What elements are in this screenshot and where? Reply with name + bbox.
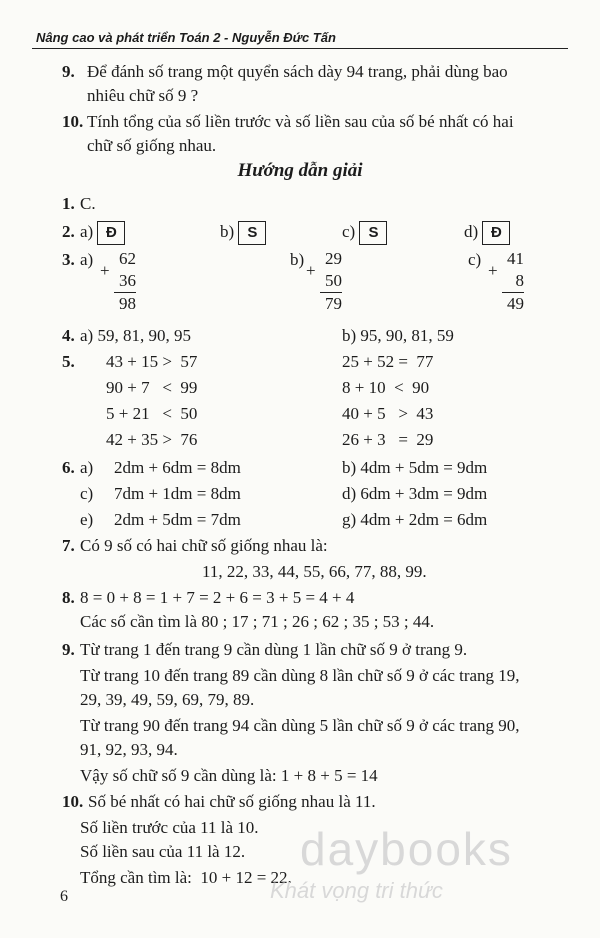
sum-result: 98 — [119, 294, 136, 313]
answer-2-label: b) — [220, 222, 235, 241]
sum-result: 79 — [325, 294, 342, 313]
addend-bottom: 36 — [119, 271, 136, 290]
answer-6-left-3: 2dm + 5dm = 7dm — [114, 510, 241, 529]
answer-9-line-4: Từ trang 90 đến trang 94 cần dùng 5 lần chữ số 9 ở các trang 90, — [80, 716, 520, 735]
column-addition-b — [306, 248, 342, 315]
page-number: 6 — [60, 888, 68, 905]
answer-5-left-4: 42 + 35 > 76 — [106, 430, 198, 449]
answer-2-item-a — [80, 221, 125, 245]
answer-5-left-3: 5 + 21 < 50 — [106, 404, 198, 423]
answer-box: Đ — [482, 221, 510, 245]
plus-sign: + — [100, 261, 110, 280]
answer-9-line-3: 29, 39, 49, 59, 69, 79, 89. — [80, 690, 255, 709]
answer-9-line-6: Vậy số chữ số 9 cần dùng là: 1 + 8 + 5 = 14 — [80, 766, 378, 785]
question-10-line-2: chữ số giống nhau. — [87, 136, 217, 155]
answer-6-right-1: b) 4dm + 5dm = 9dm — [342, 458, 488, 477]
question-9-line-2: nhiêu chữ số 9 ? — [87, 86, 199, 105]
answer-2-label: c) — [342, 222, 356, 241]
answer-10-line-3: Số liền sau của 11 là 12. — [80, 842, 246, 861]
answer-6-right-3: g) 4dm + 2dm = 6dm — [342, 510, 488, 529]
answer-8-text: 8 = 0 + 8 = 1 + 7 = 2 + 6 = 3 + 5 = 4 + 4 — [80, 588, 355, 607]
answer-6-left-2: 7dm + 1dm = 8dm — [114, 484, 241, 503]
answer-3-label-b: b) — [290, 250, 305, 269]
answer-1-text: C. — [80, 194, 96, 213]
watermark-slogan: Khát vọng tri thức — [270, 878, 443, 903]
addend-bottom: 8 — [515, 271, 524, 290]
answer-1-number: 1. — [62, 194, 75, 213]
answer-9-line-1: Từ trang 1 đến trang 9 cần dùng 1 lần chữ số 9 ở trang 9. — [80, 640, 468, 659]
answer-6-left-1: 2dm + 6dm = 8dm — [114, 458, 241, 477]
answer-6-number: 6. — [62, 458, 75, 477]
answer-9-line-2: Từ trang 10 đến trang 89 cần dùng 8 lần chữ số 9 ở các trang 19, — [80, 666, 520, 685]
running-header — [32, 28, 568, 49]
answer-10-line-4: Tổng cần tìm là: 10 + 12 = 22. — [80, 868, 292, 887]
solutions-heading: Hướng dẫn giải — [237, 160, 363, 181]
answer-6-label-c: c) — [80, 484, 94, 503]
answer-3-label-a: a) — [80, 250, 94, 269]
answer-6-label-e: e) — [80, 510, 94, 529]
answer-7-number: 7. — [62, 536, 75, 555]
answer-2-item-b — [220, 221, 266, 245]
answer-3-number: 3. — [62, 250, 75, 269]
answer-6-label-a: a) — [80, 458, 94, 477]
header-title: Nâng cao và phát triển Toán 2 - Nguyễn Đức Tấn — [36, 30, 336, 45]
addend-top: 62 — [119, 249, 136, 268]
plus-sign: + — [488, 261, 498, 280]
answer-3-label-c: c) — [468, 250, 482, 269]
answer-5-left-2: 90 + 7 < 99 — [106, 378, 198, 397]
answer-2-label: a) — [80, 222, 94, 241]
question-10-number: 10. — [62, 112, 84, 131]
question-9-number: 9. — [62, 62, 75, 81]
sum-result: 49 — [507, 294, 524, 313]
answer-7-text: Có 9 số có hai chữ số giống nhau là: — [80, 536, 328, 555]
answer-5-right-2: 8 + 10 < 90 — [342, 378, 430, 397]
answer-8-number: 8. — [62, 588, 75, 607]
answer-4-a: a) 59, 81, 90, 95 — [80, 326, 191, 345]
addend-top: 41 — [507, 249, 524, 268]
answer-5-number: 5. — [62, 352, 75, 371]
answer-5-right-1: 25 + 52 = 77 — [342, 352, 434, 371]
answer-5-right-3: 40 + 5 > 43 — [342, 404, 434, 423]
answer-5-right-4: 26 + 3 = 29 — [342, 430, 434, 449]
column-addition-c — [488, 248, 524, 315]
answer-6-right-2: d) 6dm + 3dm = 9dm — [342, 484, 488, 503]
answer-2-item-c — [342, 221, 387, 245]
answer-7-list: 11, 22, 33, 44, 55, 66, 77, 88, 99. — [202, 562, 427, 581]
answer-4-b: b) 95, 90, 81, 59 — [342, 326, 454, 345]
answer-8-text-2: Các số cần tìm là 80 ; 17 ; 71 ; 26 ; 62 ; 35 ; 53 ; 44. — [80, 612, 435, 631]
answer-10-line-2: Số liền trước của 11 là 10. — [80, 818, 259, 837]
plus-sign: + — [306, 261, 316, 280]
addend-top: 29 — [325, 249, 342, 268]
answer-5-left-1: 43 + 15 > 57 — [106, 352, 198, 371]
addend-bottom: 50 — [325, 271, 342, 290]
question-9-line-1: Để đánh số trang một quyển sách dày 94 trang, phải dùng bao — [87, 62, 508, 81]
answer-box: S — [359, 221, 387, 245]
answer-4-number: 4. — [62, 326, 75, 345]
answer-9-line-5: 91, 92, 93, 94. — [80, 740, 178, 759]
answer-box: Đ — [97, 221, 125, 245]
answer-2-label: d) — [464, 222, 479, 241]
watermark-brand: daybooks — [300, 823, 513, 875]
answer-2-item-d — [464, 221, 510, 245]
answer-9-number: 9. — [62, 640, 75, 659]
answer-box: S — [238, 221, 266, 245]
column-addition-a — [100, 248, 136, 315]
answer-2-number: 2. — [62, 222, 75, 241]
question-10-line-1: Tính tổng của số liền trước và số liền sau của số bé nhất có hai — [87, 112, 514, 131]
answer-10-line-1: Số bé nhất có hai chữ số giống nhau là 11. — [88, 792, 376, 811]
answer-10-number: 10. — [62, 792, 84, 811]
